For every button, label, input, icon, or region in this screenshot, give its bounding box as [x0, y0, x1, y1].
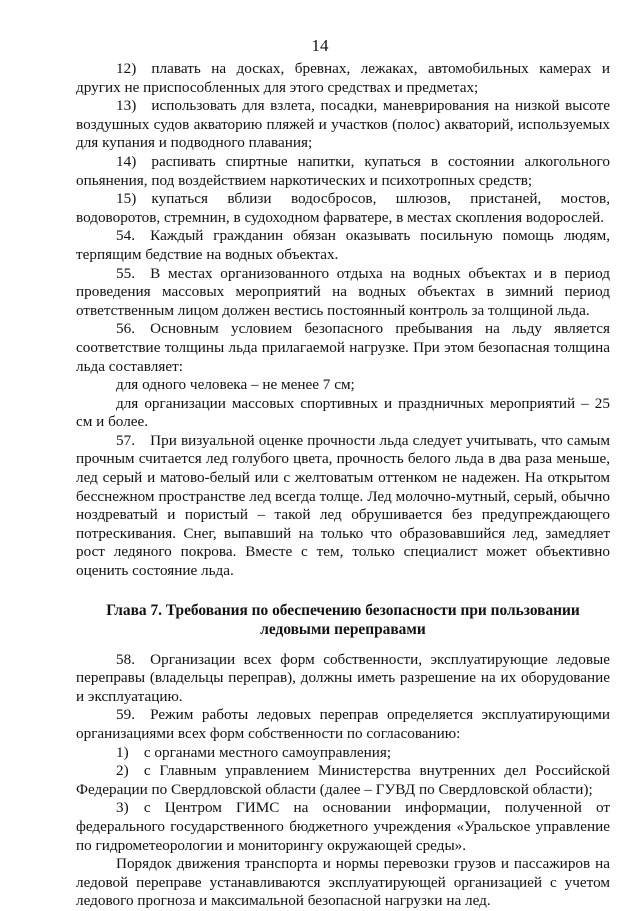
paragraph-item-14: 14) распивать спиртные напитки, купаться в состоянии алкогольного опьянения, под воздействием наркотических и психотропных средств;	[76, 152, 610, 189]
chapter-heading-line1: Глава 7. Требования по обеспечению безопасности при пользовании	[106, 601, 580, 619]
paragraph-58: 58. Организации всех форм собственности, эксплуатирующие ледовые переправы (владельцы переправ), должны иметь разрешение на их оборудование и эксплуатацию.	[76, 650, 610, 705]
paragraph-59-item-1: 1) с органами местного самоуправления;	[116, 743, 392, 761]
document-body	[76, 60, 610, 911]
paragraph-54: 54. Каждый гражданин обязан оказывать посильную помощь людям, терпящим бедствие на водных объектах.	[76, 227, 610, 263]
paragraph-56-person: для одного человека – не менее 7 см;	[116, 376, 355, 394]
paragraph-item-12: 12) плавать на досках, бревнах, лежаках, автомобильных камерах и других не приспособленных для этого средствах и предметах;	[76, 60, 610, 96]
chapter-heading-line2: ледовыми переправами	[260, 620, 426, 638]
paragraph-59-item-2: 2) с Главным управлением Министерства внутренних дел Российской Федерации по Свердловской области (далее – ГУВД по Свердловской области);	[76, 762, 610, 798]
paragraph-57: 57. При визуальной оценке прочности льда следует учитывать, что самым прочным считается лед голубого цвета, прочность белого льда в два раза меньше, лед серый и матово-белый или с желтоватым оттенком не надежен. На открытом бесснежном пространстве лед всегда толще. Лед молочно-мутный, серый, обычно ноздреватый и пористый – такой лед обрушивается без предупреждающего потрескивания. Снег, выпавший на только что образовавшийся лед, замедляет рост ледяного покрова. Вместе с тем, только специалист может объективно оценить состояние льда.	[76, 431, 610, 580]
paragraph-item-13: 13) использовать для взлета, посадки, маневрирования на низкой высоте воздушных судов акваторию пляжей и участков (полос) акваторий, используемых для купания и подводного плавания;	[76, 97, 610, 152]
page-number: 14	[311, 36, 329, 55]
paragraph-56-events: для организации массовых спортивных и праздничных мероприятий – 25 см и более.	[76, 394, 610, 431]
paragraph-59-item-3: 3) с Центром ГИМС на основании информации, полученной от федерального государственного бюджетного учреждения «Уральское управление по гидрометеорологии и мониторингу окружающей среды».	[76, 799, 610, 854]
chapter-heading	[76, 601, 610, 639]
paragraph-item-15: 15) купаться вблизи водосбросов, шлюзов, пристаней, мостов, водоворотов, стремнин, в судоходном фарватере, в местах скопления водорослей.	[76, 190, 610, 226]
paragraph-56: 56. Основным условием безопасного пребывания на льду является соответствие толщины льда прилагаемой нагрузке. При этом безопасная толщина льда составляет:	[76, 320, 610, 375]
paragraph-59: 59. Режим работы ледовых переправ определяется эксплуатирующими организациями всех форм собственности по согласованию:	[76, 706, 610, 742]
paragraph-traffic-order: Порядок движения транспорта и нормы перевозки грузов и пассажиров на ледовой переправе устанавливаются эксплуатирующей организацией с учетом ледового прогноза и максимальной безопасной нагрузки на лед.	[76, 855, 610, 910]
paragraph-55: 55. В местах организованного отдыха на водных объектах и в период проведения массовых мероприятий на водных объектах в зимний период ответственным лицом должен вестись постоянный контроль за толщиной льда.	[76, 264, 610, 319]
